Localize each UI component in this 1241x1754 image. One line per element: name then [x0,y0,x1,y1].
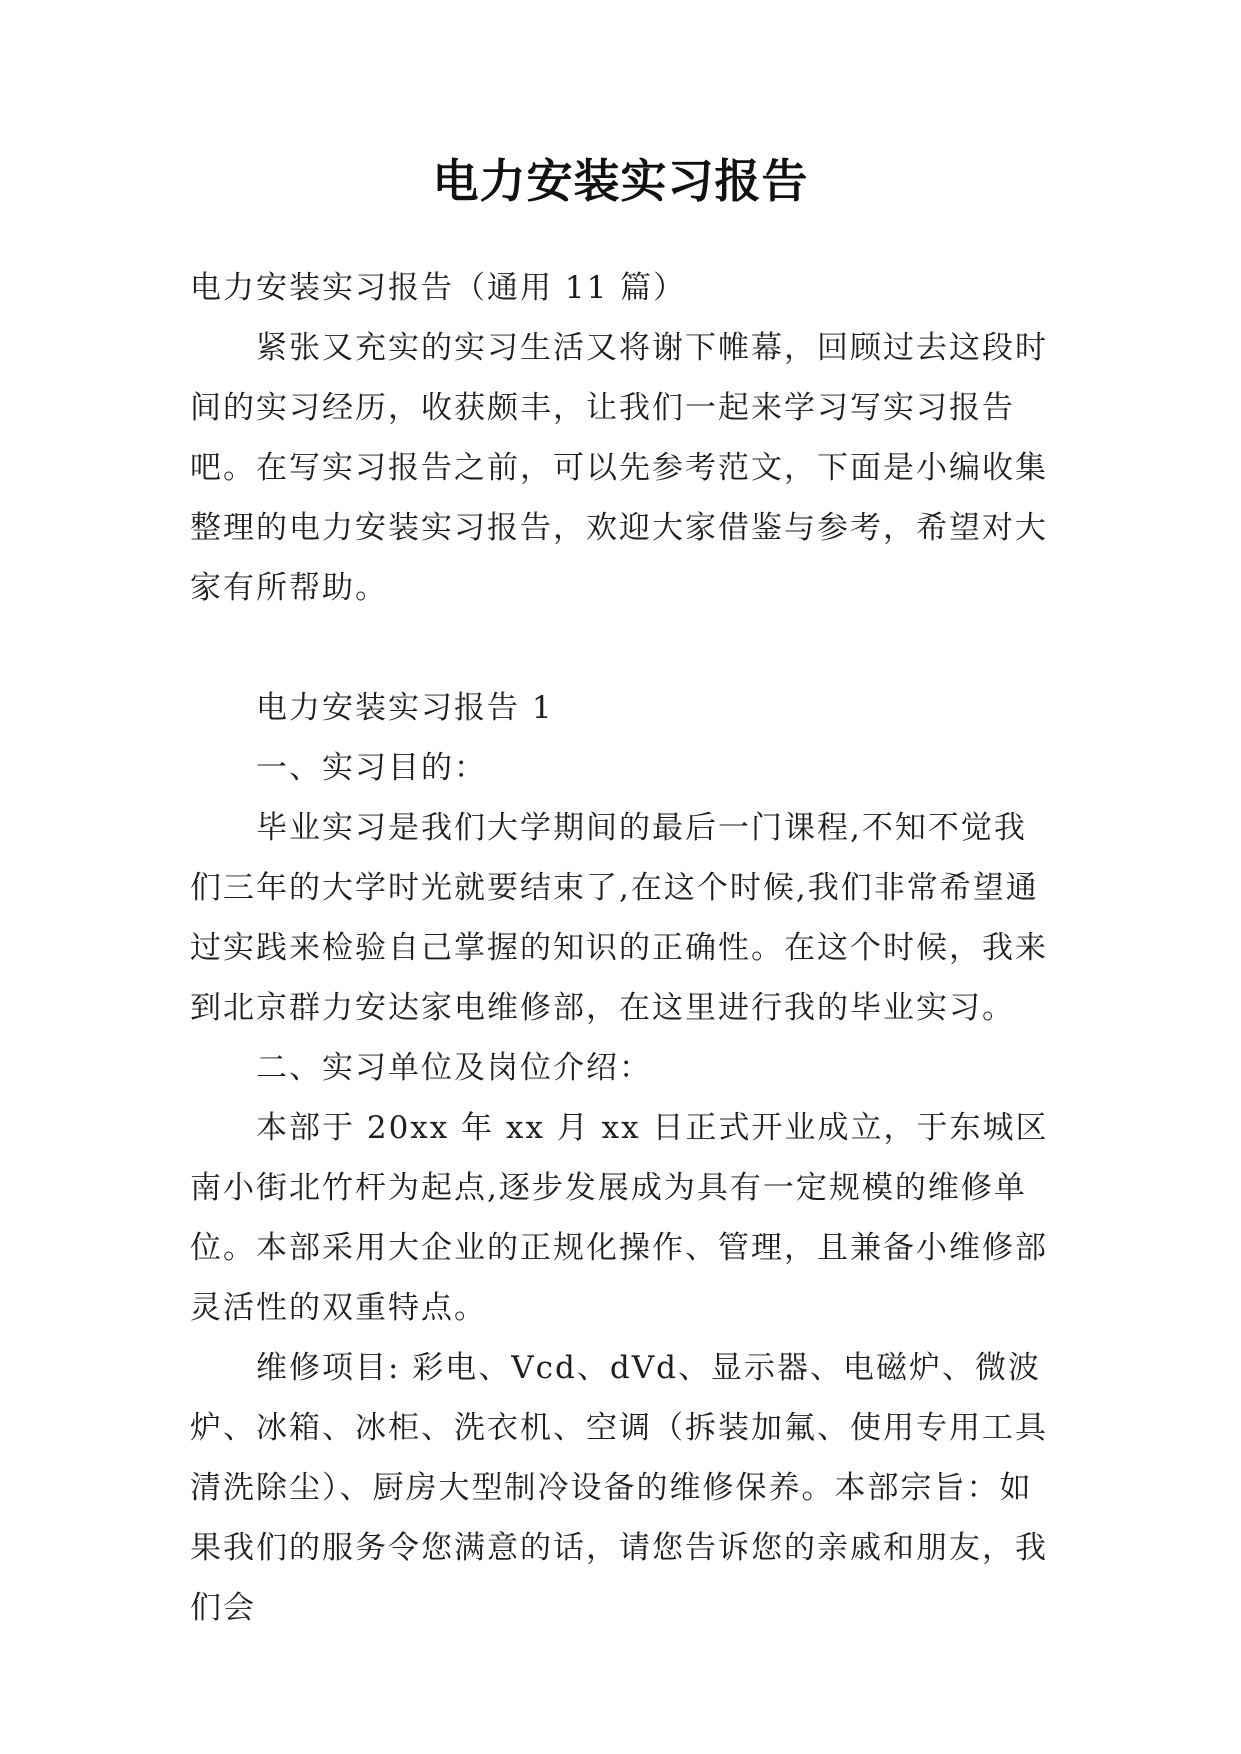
document-subtitle: 电力安装实习报告（通用 11 篇） [190,270,687,306]
repair-items-paragraph: 维修项目: 彩电、Vcd、dVd、显示器、电磁炉、微波炉、冰箱、冰柜、洗衣机、空调（拆装加氟、使用专用工具清洗除尘）、厨房大型制冷设备的维修保养。本部宗旨：如果我们的服务令您满意的话，请您告诉您的亲戚和朋友，我们会 [190,1350,1048,1626]
unit-intro-paragraph: 本部于 20xx 年 xx 月 xx 日正式开业成立，于东城区南小街北竹杆为起点,逐步发展成为具有一定规模的维修单位。本部采用大企业的正规化操作、管理，且兼备小维修部灵活性的双重特点。 [190,1110,1049,1326]
section-title: 电力安装实习报告 1 [256,690,554,726]
heading-unit-intro: 二、实习单位及岗位介绍： [256,1050,652,1086]
purpose-paragraph: 毕业实习是我们大学期间的最后一门课程,不知不觉我们三年的大学时光就要结束了,在这个时候,我们非常希望通过实践来检验自己掌握的知识的正确性。在这个时候，我来到北京群力安达家电维修部，在这里进行我的毕业实习。 [190,810,1048,1026]
heading-purpose: 一、实习目的： [256,750,487,786]
section-spacer [190,618,1052,678]
document-body [190,258,1052,1638]
intro-paragraph: 紧张又充实的实习生活又将谢下帷幕，回顾过去这段时间的实习经历，收获颇丰，让我们一起来学习写实习报告吧。在写实习报告之前，可以先参考范文，下面是小编收集整理的电力安装实习报告，欢迎大家借鉴与参考，希望对大家有所帮助。 [190,330,1048,606]
document-title: 电力安装实习报告 [432,154,809,208]
